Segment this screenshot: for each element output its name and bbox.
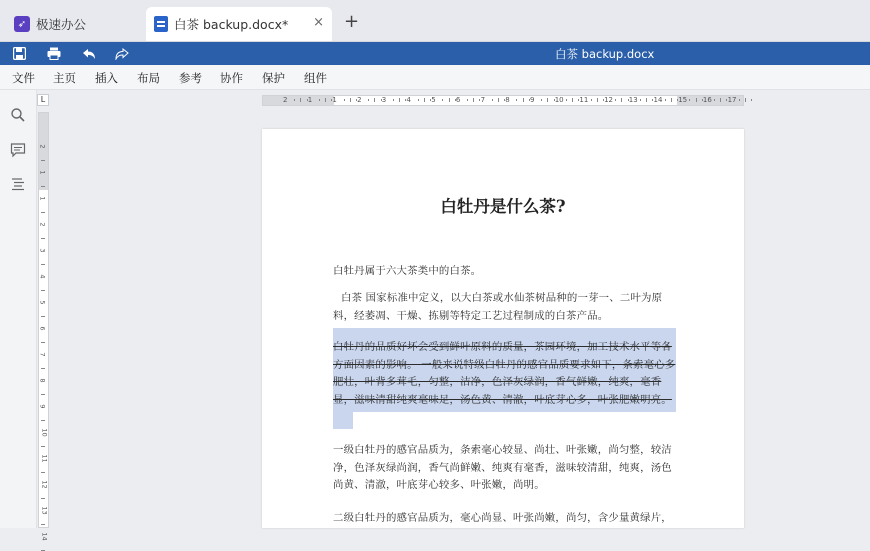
ruler-tick (591, 99, 592, 101)
ruler-tick (467, 99, 468, 101)
ruler-tick (665, 99, 666, 101)
paragraph[interactable]: 白茶 国家标准中定义，以大白茶或水仙茶树品种的一芽一、二叶为原料，经萎凋、干燥、拣剔等特定工艺过程制成的白茶产品。 (333, 292, 663, 322)
menu-insert[interactable]: 插入 (95, 71, 118, 85)
ruler-label: 3 (381, 96, 387, 104)
ruler-tick (319, 99, 320, 101)
menu-file[interactable]: 文件 (12, 71, 35, 85)
ruler-tick (41, 186, 45, 187)
navigation-icon[interactable] (10, 176, 26, 192)
ruler-label: 16 (702, 96, 712, 104)
paragraph[interactable]: 白牡丹属于六大茶类中的白茶。 (333, 265, 482, 277)
ruler-tick (41, 394, 45, 395)
ruler-tick (696, 98, 697, 102)
ruler-tick (473, 98, 474, 102)
close-tab-button[interactable]: × (313, 15, 324, 30)
ruler-tick (41, 264, 45, 265)
tab-stop-selector[interactable]: L (37, 94, 49, 106)
menu-collaborate[interactable]: 协作 (220, 71, 243, 85)
menu-references[interactable]: 参考 (179, 71, 202, 85)
ruler-label: 17 (727, 96, 737, 104)
ruler-label: 4 (38, 274, 47, 279)
ruler-label: 12 (40, 480, 49, 489)
ruler-tick (294, 99, 295, 101)
ruler-tick (393, 99, 394, 101)
tab-label: 极速办公 (36, 17, 87, 32)
ruler-tick (41, 238, 45, 239)
ruler-label: 13 (628, 96, 638, 104)
tab-home[interactable] (6, 7, 140, 41)
paragraph-selected[interactable]: 白牡丹的品质好坏会受到鲜叶原料的质量，茶园环境，加工技术水平等各方面因素的影响。 一般来说特级白牡丹的感官品质要求如下，条索毫心多肥壮，叶背多茸毛，匀整，洁净，色泽灰绿润，香气鲜嫩，纯爽，毫香显，滋味清甜纯爽毫味足，汤色黄、清澈，叶底芽心多，叶张肥嫩明亮。 (333, 341, 676, 406)
search-icon[interactable] (10, 107, 26, 123)
menu-home[interactable]: 主页 (53, 71, 76, 85)
ruler-margin-left (263, 96, 337, 105)
ruler-tick (621, 98, 622, 102)
ruler-label: 2 (357, 96, 362, 104)
save-icon[interactable] (11, 46, 27, 61)
ruler-tick (300, 98, 301, 102)
comment-icon[interactable] (10, 142, 26, 158)
new-tab-button[interactable]: + (344, 11, 360, 32)
ruler-tick (449, 98, 450, 102)
ruler-tick (739, 99, 740, 101)
ruler-tick (566, 99, 567, 101)
ruler-label: 2 (38, 222, 47, 227)
ruler-label: 3 (38, 248, 47, 253)
ruler-label: 5 (38, 300, 47, 305)
ruler-label: 11 (40, 454, 49, 463)
ruler-label: 13 (40, 506, 49, 515)
ruler-tick (516, 99, 517, 101)
ruler-tick (424, 98, 425, 102)
ruler-label: 5 (431, 96, 436, 104)
ruler-tick (41, 212, 45, 213)
ruler-tick (41, 342, 45, 343)
ruler-tick (523, 98, 524, 102)
ruler-tick (572, 98, 573, 102)
ruler-tick (640, 99, 641, 101)
ruler-tick (597, 98, 598, 102)
ruler-label: 10 (40, 428, 49, 437)
ruler-label: 7 (38, 352, 47, 357)
tab-document[interactable] (146, 7, 332, 41)
ruler-tick (751, 99, 752, 101)
ruler-tick (399, 98, 400, 102)
vertical-ruler[interactable] (38, 112, 49, 541)
ruler-tick (41, 420, 45, 421)
ruler-label: 1 (307, 96, 313, 104)
ruler-label: 8 (505, 96, 510, 104)
document-icon (154, 16, 168, 32)
ruler-tick (498, 98, 499, 102)
document-page[interactable] (262, 129, 744, 528)
undo-icon[interactable] (81, 46, 97, 61)
redo-icon[interactable] (114, 46, 130, 61)
ruler-label: 1 (332, 96, 337, 104)
ruler-tick (325, 98, 326, 102)
ruler-label: 1 (38, 196, 47, 201)
menu-plugins[interactable]: 组件 (304, 71, 327, 85)
ruler-label: 10 (554, 96, 564, 104)
paragraph[interactable]: 一级白牡丹的感官品质为，条索毫心较显、尚壮、叶张嫩，尚匀整，较洁净，色泽灰绿尚润，香气尚鲜嫩、纯爽有毫香，滋味较清甜，纯爽，汤色尚黄、清澈，叶底芽心较多、叶张嫩，尚明。 (333, 444, 672, 491)
ruler-label: 15 (678, 96, 688, 104)
ruler-tick (374, 98, 375, 102)
ruler-tick (714, 99, 715, 101)
app-logo-icon: ➶ (14, 16, 30, 32)
ruler-label: 6 (455, 96, 461, 104)
ruler-tick (418, 99, 419, 101)
left-sidebar (0, 90, 37, 528)
ruler-tick (350, 98, 351, 102)
ruler-tick (41, 498, 45, 499)
ruler-label: 2 (38, 144, 47, 149)
tab-label: 白茶 backup.docx* (174, 17, 289, 32)
ruler-tick (720, 98, 721, 102)
ruler-tick (41, 368, 45, 369)
ruler-tick (41, 524, 45, 525)
ruler-label: 14 (653, 96, 663, 104)
ruler-tick (646, 98, 647, 102)
menu-bar (0, 65, 870, 90)
ruler-tick (671, 98, 672, 102)
ruler-label: 12 (604, 96, 614, 104)
ruler-tick (541, 99, 542, 101)
ruler-tick (344, 99, 345, 101)
quick-toolbar (0, 42, 870, 65)
ruler-tick (41, 160, 45, 161)
print-icon[interactable] (46, 46, 62, 61)
ruler-label: 9 (530, 96, 535, 104)
ruler-tick (41, 290, 45, 291)
horizontal-ruler[interactable] (262, 95, 744, 106)
ruler-tick (547, 98, 548, 102)
ruler-label: 14 (40, 532, 49, 541)
ruler-tick (689, 99, 690, 101)
ruler-label: 9 (38, 404, 47, 409)
ruler-label: 6 (38, 326, 47, 331)
paragraph[interactable]: 二级白牡丹的感官品质为，毫心尚显、叶张尚嫩，尚匀，含少量黄绿片， (333, 512, 672, 524)
ruler-tick (41, 316, 45, 317)
ruler-margin-top (39, 113, 48, 190)
tab-bar (0, 0, 870, 42)
ruler-tick (41, 446, 45, 447)
ruler-tick (368, 99, 369, 101)
document-title: 白茶 backup.docx (555, 47, 655, 61)
ruler-label: 7 (480, 96, 486, 104)
ruler-label: 11 (579, 96, 589, 104)
ruler-tick (492, 99, 493, 101)
ruler-tick (745, 98, 746, 102)
menu-layout[interactable]: 布局 (137, 71, 160, 85)
ruler-label: 2 (283, 96, 288, 104)
menu-protect[interactable]: 保护 (262, 71, 285, 85)
ruler-label: 4 (406, 96, 411, 104)
ruler-tick (442, 99, 443, 101)
document-heading: 白牡丹是什么茶? (440, 197, 566, 216)
ruler-label: 1 (38, 170, 47, 175)
text-selection-highlight (333, 412, 353, 429)
ruler-tick (615, 99, 616, 101)
ruler-tick (41, 472, 45, 473)
ruler-label: 8 (38, 378, 47, 383)
